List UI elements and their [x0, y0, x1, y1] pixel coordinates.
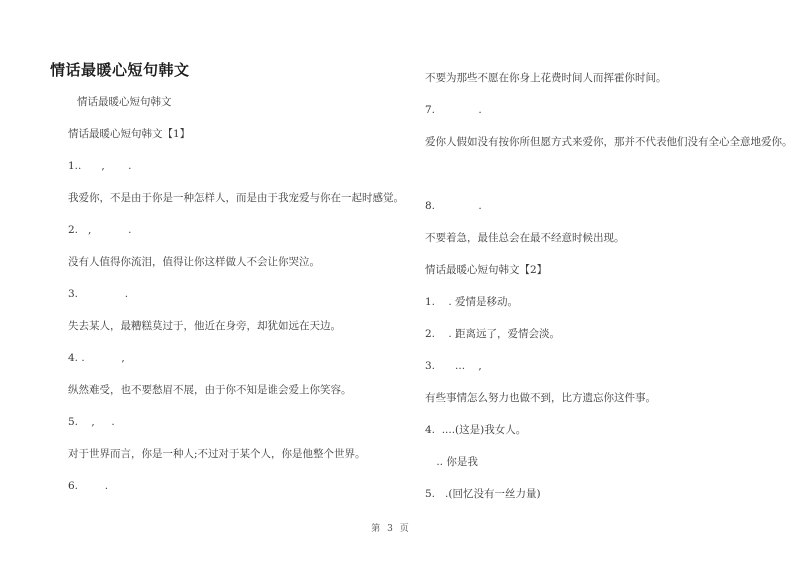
- text-line-right_column-0: 不要为那些不愿在你身上花费时间人而挥霍你时间。: [425, 72, 667, 84]
- text-line-right_column-13: 5. .(回忆没有一丝力量): [425, 488, 541, 500]
- text-line-left_column-3: 1.. , .: [68, 160, 132, 172]
- text-line-right_column-7: 1. . 爱情是移动。: [425, 296, 519, 308]
- text-line-left_column-12: 对于世界而言，你是一种人;不过对于某个人，你是他整个世界。: [68, 448, 366, 460]
- document-right-column: [425, 62, 797, 510]
- text-line-right_column-11: 4. ....(这是)我女人。: [425, 424, 527, 436]
- text-line-right_column-3: [425, 158, 797, 190]
- text-line-right_column-1: 7. .: [425, 104, 482, 116]
- text-line-left_column-0: 情话最暖心短句韩文: [50, 61, 190, 79]
- text-line-right_column-4: 8. .: [425, 200, 482, 212]
- text-line-left_column-9: 4. . ,: [68, 352, 125, 364]
- text-line-left_column-8: 失去某人，最糟糕莫过于，他近在身旁，却犹如远在天边。: [68, 320, 341, 332]
- text-line-right_column-2: 爱你人假如没有按你所但愿方式来爱你，那并不代表他们没有全心全意地爱你。: [425, 136, 793, 148]
- text-line-left_column-13: 6. .: [68, 480, 109, 492]
- text-line-left_column-1: 情话最暖心短句韩文: [77, 96, 172, 108]
- text-line-left_column-7: 3. .: [68, 288, 129, 300]
- text-line-right_column-8: 2. . 距离远了，爱情会淡。: [425, 328, 561, 340]
- text-line-right_column-6: 情话最暖心短句韩文【2】: [425, 264, 548, 276]
- document-left-column: [50, 54, 404, 502]
- text-line-right_column-10: 有些事情怎么努力也做不到，比方遗忘你这件事。: [425, 392, 656, 404]
- text-line-right_column-9: 3. ... ,: [425, 360, 482, 372]
- text-line-left_column-11: 5. , .: [68, 416, 115, 428]
- text-line-left_column-5: 2. , .: [68, 224, 132, 236]
- text-line-left_column-4: 我爱你，不是由于你是一种怎样人，而是由于我宠爱与你在一起时感觉。: [68, 192, 404, 204]
- page-number-footer: 第 3 页: [371, 524, 411, 534]
- text-line-right_column-5: 不要着急，最佳总会在最不经意时候出现。: [425, 232, 625, 244]
- text-line-left_column-10: 纵然难受，也不要愁眉不展，由于你不知是谁会爱上你笑容。: [68, 384, 352, 396]
- text-line-left_column-2: 情话最暖心短句韩文【1】: [68, 128, 191, 140]
- text-line-right_column-12: .. 你是我: [433, 456, 478, 468]
- text-line-left_column-6: 没有人值得你流泪，值得让你这样做人不会让你哭泣。: [68, 256, 320, 268]
